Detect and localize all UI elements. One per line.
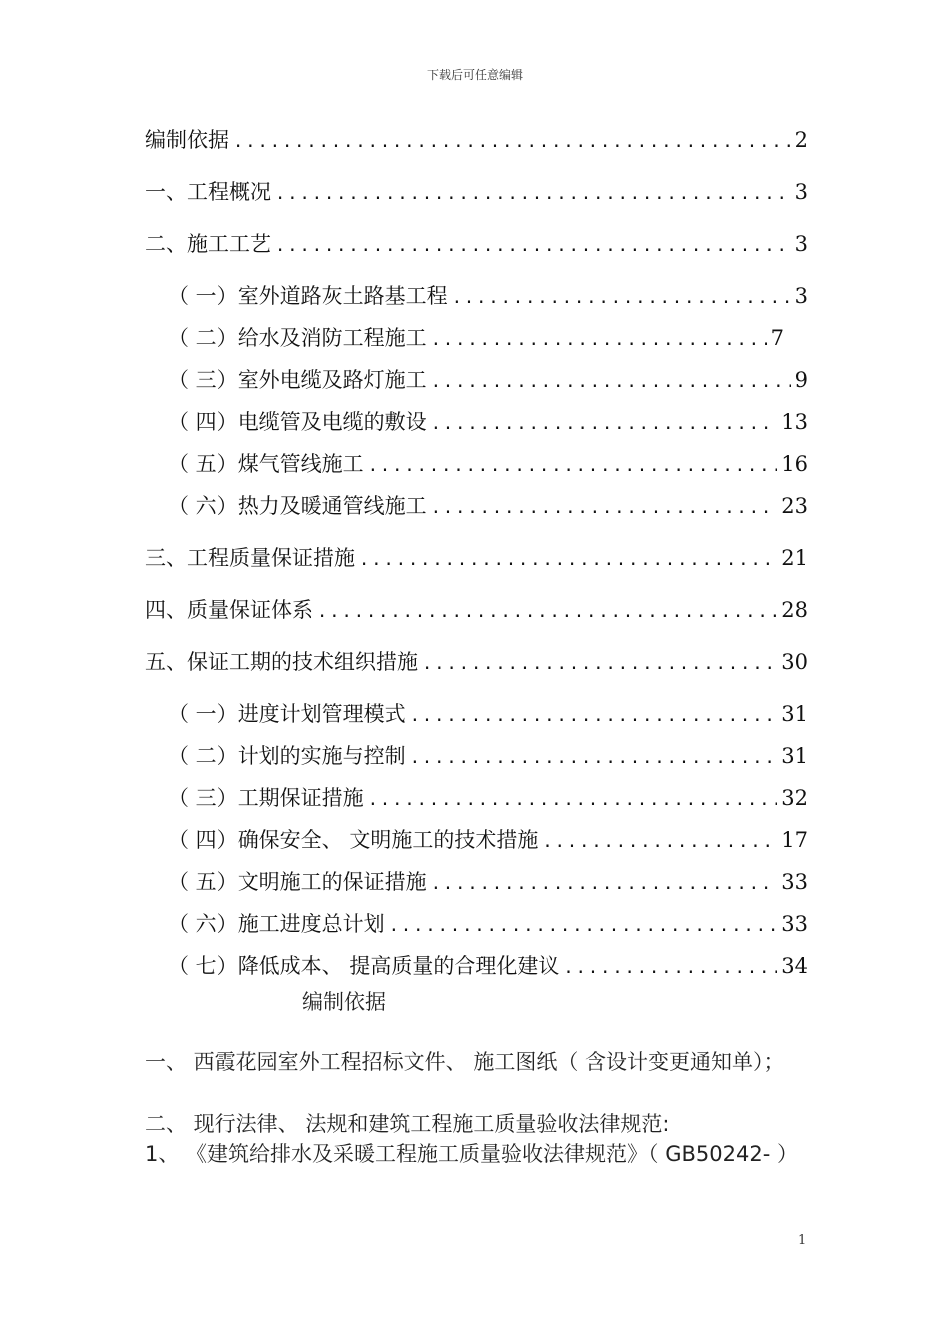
toc-entry-title: 电缆管及电缆的敷设 <box>237 410 427 434</box>
section-heading: 编制依据 <box>302 990 386 1014</box>
toc-entry-number: （ 一） <box>168 702 238 726</box>
toc-entry[interactable] <box>168 782 808 812</box>
toc-leader <box>410 706 778 726</box>
toc-entry-number: （ 六） <box>168 912 238 936</box>
toc-entry-number: （ 四） <box>168 410 238 434</box>
toc-leader <box>410 748 778 768</box>
toc-leader <box>431 498 778 518</box>
toc-entry[interactable] <box>145 646 808 676</box>
toc-leader <box>359 550 777 570</box>
toc-entry-title: 进度计划管理模式 <box>237 702 406 726</box>
toc-entry-title: 文明施工的保证措施 <box>237 870 427 894</box>
toc-entry-page: 32 <box>781 786 808 810</box>
toc-entry[interactable] <box>168 406 808 436</box>
toc-entry-page: 31 <box>781 702 808 726</box>
toc-entry-title: 室外道路灰土路基工程 <box>237 284 448 308</box>
toc-leader <box>431 874 778 894</box>
toc-entry[interactable] <box>145 124 808 154</box>
toc-leader <box>275 236 791 256</box>
toc-entry-number: （ 五） <box>168 870 238 894</box>
toc-entry[interactable] <box>168 448 808 478</box>
toc-entry[interactable] <box>168 824 808 854</box>
toc-entry-number: 三、 <box>145 546 187 570</box>
toc-entry-title: 确保安全、 文明施工的技术措施 <box>237 828 539 852</box>
toc-entry-page: 3 <box>794 232 808 256</box>
toc-entry-page: 3 <box>794 284 808 308</box>
toc-entry-number: 一、 <box>145 180 187 204</box>
toc-leader <box>233 132 791 152</box>
toc-entry-title: 煤气管线施工 <box>237 452 364 476</box>
toc-entry-number: （ 七） <box>168 954 238 978</box>
toc-leader <box>368 456 778 476</box>
toc-entry[interactable] <box>168 322 784 352</box>
toc-entry[interactable] <box>168 866 808 896</box>
toc-leader <box>563 958 777 978</box>
toc-entry-title: 工程质量保证措施 <box>187 546 355 570</box>
toc-entry-title: 工期保证措施 <box>237 786 364 810</box>
toc-leader <box>275 184 791 204</box>
toc-entry[interactable] <box>145 228 808 258</box>
toc-entry-page: 23 <box>781 494 808 518</box>
toc-entry-number: （ 三） <box>168 368 238 392</box>
toc-entry-title: 施工工艺 <box>187 232 271 256</box>
toc-leader <box>368 790 778 810</box>
body-paragraph: 一、 西霞花园室外工程招标文件、 施工图纸（ 含设计变更通知单）； <box>145 1050 785 1074</box>
toc-leader <box>422 654 777 674</box>
toc-entry-title: 保证工期的技术组织措施 <box>187 650 418 674</box>
toc-entry-number: （ 二） <box>168 744 238 768</box>
toc-leader <box>431 414 778 434</box>
toc-entry-number: 二、 <box>145 232 187 256</box>
toc-entry-number: （ 二） <box>168 326 238 350</box>
toc-entry[interactable] <box>145 176 808 206</box>
toc-leader <box>431 330 767 350</box>
toc-entry-page: 9 <box>794 368 808 392</box>
toc-entry-page: 2 <box>794 128 808 152</box>
body-paragraph: 1、 《建筑给排水及采暖工程施工质量验收法律规范》（ GB50242- ） <box>145 1142 798 1166</box>
toc-leader <box>431 372 791 392</box>
toc-entry-title: 工程概况 <box>187 180 271 204</box>
header-note: 下载后可任意编辑 <box>426 68 523 82</box>
toc-entry-page: 31 <box>781 744 808 768</box>
toc-entry-page: 30 <box>781 650 808 674</box>
toc-entry-page: 16 <box>781 452 808 476</box>
toc-entry-page: 7 <box>770 326 784 350</box>
toc-entry-title: 质量保证体系 <box>187 598 313 622</box>
toc-entry-page: 13 <box>781 410 808 434</box>
toc-entry-number: （ 四） <box>168 828 238 852</box>
toc-entry[interactable] <box>168 280 808 310</box>
toc-entry-page: 28 <box>781 598 808 622</box>
toc-entry-page: 17 <box>781 828 808 852</box>
toc-entry-title: 降低成本、 提高质量的合理化建议 <box>237 954 560 978</box>
toc-entry[interactable] <box>145 542 808 572</box>
toc-entry[interactable] <box>168 490 808 520</box>
toc-entry-page: 33 <box>781 870 808 894</box>
toc-entry-title: 施工进度总计划 <box>237 912 385 936</box>
toc-entry-page: 3 <box>794 180 808 204</box>
toc-leader <box>317 602 777 622</box>
toc-entry-title: 室外电缆及路灯施工 <box>237 368 427 392</box>
toc-entry[interactable] <box>168 698 808 728</box>
toc-entry[interactable] <box>168 950 808 980</box>
toc-entry-title: 热力及暖通管线施工 <box>237 494 427 518</box>
toc-entry[interactable] <box>145 594 808 624</box>
toc-entry-number: （ 三） <box>168 786 238 810</box>
toc-entry-number: （ 一） <box>168 284 238 308</box>
toc-entry[interactable] <box>168 364 808 394</box>
toc-entry-page: 21 <box>781 546 808 570</box>
page-number: 1 <box>798 1233 807 1248</box>
toc-entry-title: 编制依据 <box>145 128 229 152</box>
toc-leader <box>542 832 777 852</box>
toc-entry-number: （ 五） <box>168 452 238 476</box>
toc-entry-title: 计划的实施与控制 <box>237 744 406 768</box>
toc-entry-number: （ 六） <box>168 494 238 518</box>
toc-entry-page: 33 <box>781 912 808 936</box>
toc-entry[interactable] <box>168 740 808 770</box>
toc-entry-title: 给水及消防工程施工 <box>237 326 427 350</box>
toc-entry-number: 四、 <box>145 598 187 622</box>
toc-entry[interactable] <box>168 908 808 938</box>
toc-leader <box>389 916 778 936</box>
toc-entry-page: 34 <box>781 954 808 978</box>
toc-entry-number: 五、 <box>145 650 187 674</box>
body-paragraph: 二、 现行法律、 法规和建筑工程施工质量验收法律规范: <box>145 1112 670 1136</box>
toc-leader <box>452 288 791 308</box>
